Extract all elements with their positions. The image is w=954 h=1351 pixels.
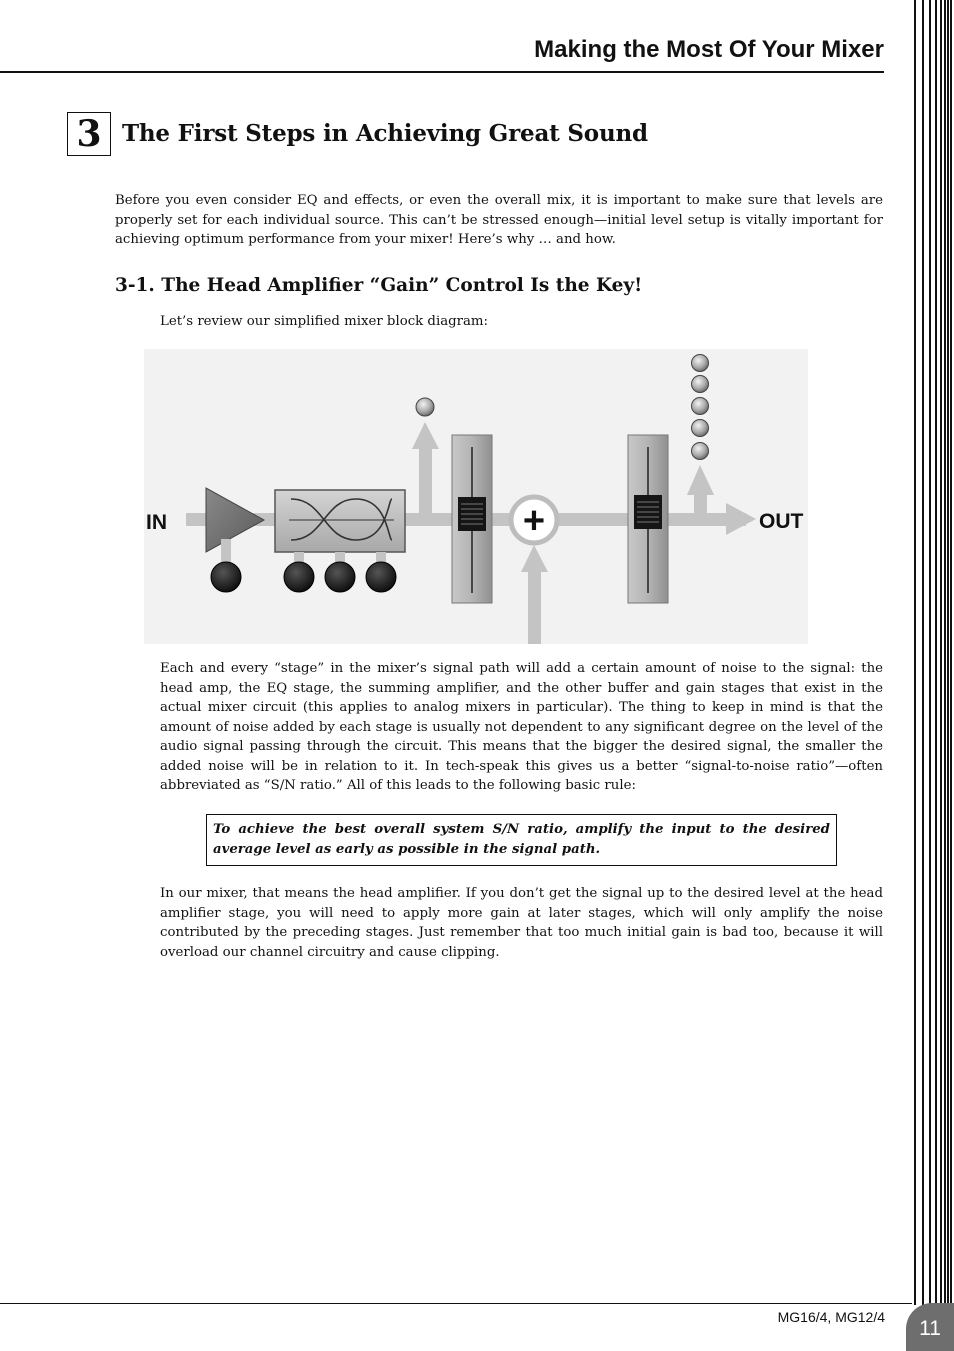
gain-knob-icon (211, 562, 241, 592)
page-number: 11 (919, 1317, 941, 1340)
meter-led-icon (692, 420, 709, 437)
footer-divider (0, 1303, 912, 1304)
eq-high-knob-icon (284, 562, 314, 592)
head-amp-paragraph: In our mixer, that means the head amplifier. If you don’t get the signal up to the desired level at the head amplifier stage, you will need to apply more gain at later stages, which will only amplify the noise contributed by the preceding stages. Just remember that too much initial gain is bad too, because it will overload our channel circuitry and cause clipping. (160, 886, 883, 960)
header-divider (0, 71, 884, 73)
meter-led-icon (692, 376, 709, 393)
summing-plus-symbol: + (522, 500, 546, 542)
section-number-box: 3 (67, 112, 111, 156)
peak-led-icon (416, 398, 434, 416)
diagram-in-label: IN (146, 511, 167, 534)
meter-led-icon (692, 398, 709, 415)
basic-rule-text: To achieve the best overall system S/N ratio, amplify the input to the desired average level as early as possible in the signal path. (213, 822, 830, 857)
side-edge-lines (912, 0, 954, 1305)
peak-branch-arrow (419, 444, 432, 520)
meter-led-icon (692, 443, 709, 460)
page-header-title: Making the Most Of Your Mixer (534, 36, 884, 63)
noise-explanation-paragraph: Each and every “stage” in the mixer’s signal path will add a certain amount of noise to the signal: the head amp, the EQ stage, the summing amplifier, and the other buffer and gain stages that exist in the actual mixer circuit (this applies to analog mixers in particular). The thing to keep in mind is that the amount of noise added by each stage is usually not dependent to any significant degree on the level of the audio signal passing through the circuit. This means that the bigger the desired signal, the smaller the added noise will be in relation to it. In tech-speak this gives us a better “signal-to-noise ratio”—often abbreviated as “S/N ratio.” All of this leads to the following basic rule: (160, 661, 883, 793)
footer-model-name: MG16/4, MG12/4 (777, 1309, 885, 1325)
intro-paragraph: Before you even consider EQ and effects, or even the overall mix, it is important to make sure that levels are properly set for each individual source. This can’t be stressed enough—initial level setup is vitally important for achieving optimum performance from your mixer! Here’s why … and how. (115, 193, 883, 247)
basic-rule-box (206, 814, 837, 866)
mixer-block-diagram (144, 349, 808, 644)
eq-low-knob-icon (366, 562, 396, 592)
meter-branch-arrow (694, 491, 707, 520)
diagram-caption: Let’s review our simplified mixer block diagram: (160, 314, 489, 329)
eq-mid-knob-icon (325, 562, 355, 592)
summing-input-arrow (528, 567, 541, 644)
meter-led-icon (692, 355, 709, 372)
subsection-title: 3-1. The Head Amplifier “Gain” Control Is the Key! (115, 275, 643, 296)
section-title: The First Steps in Achieving Great Sound (122, 120, 648, 147)
diagram-out-label: OUT (759, 510, 804, 533)
